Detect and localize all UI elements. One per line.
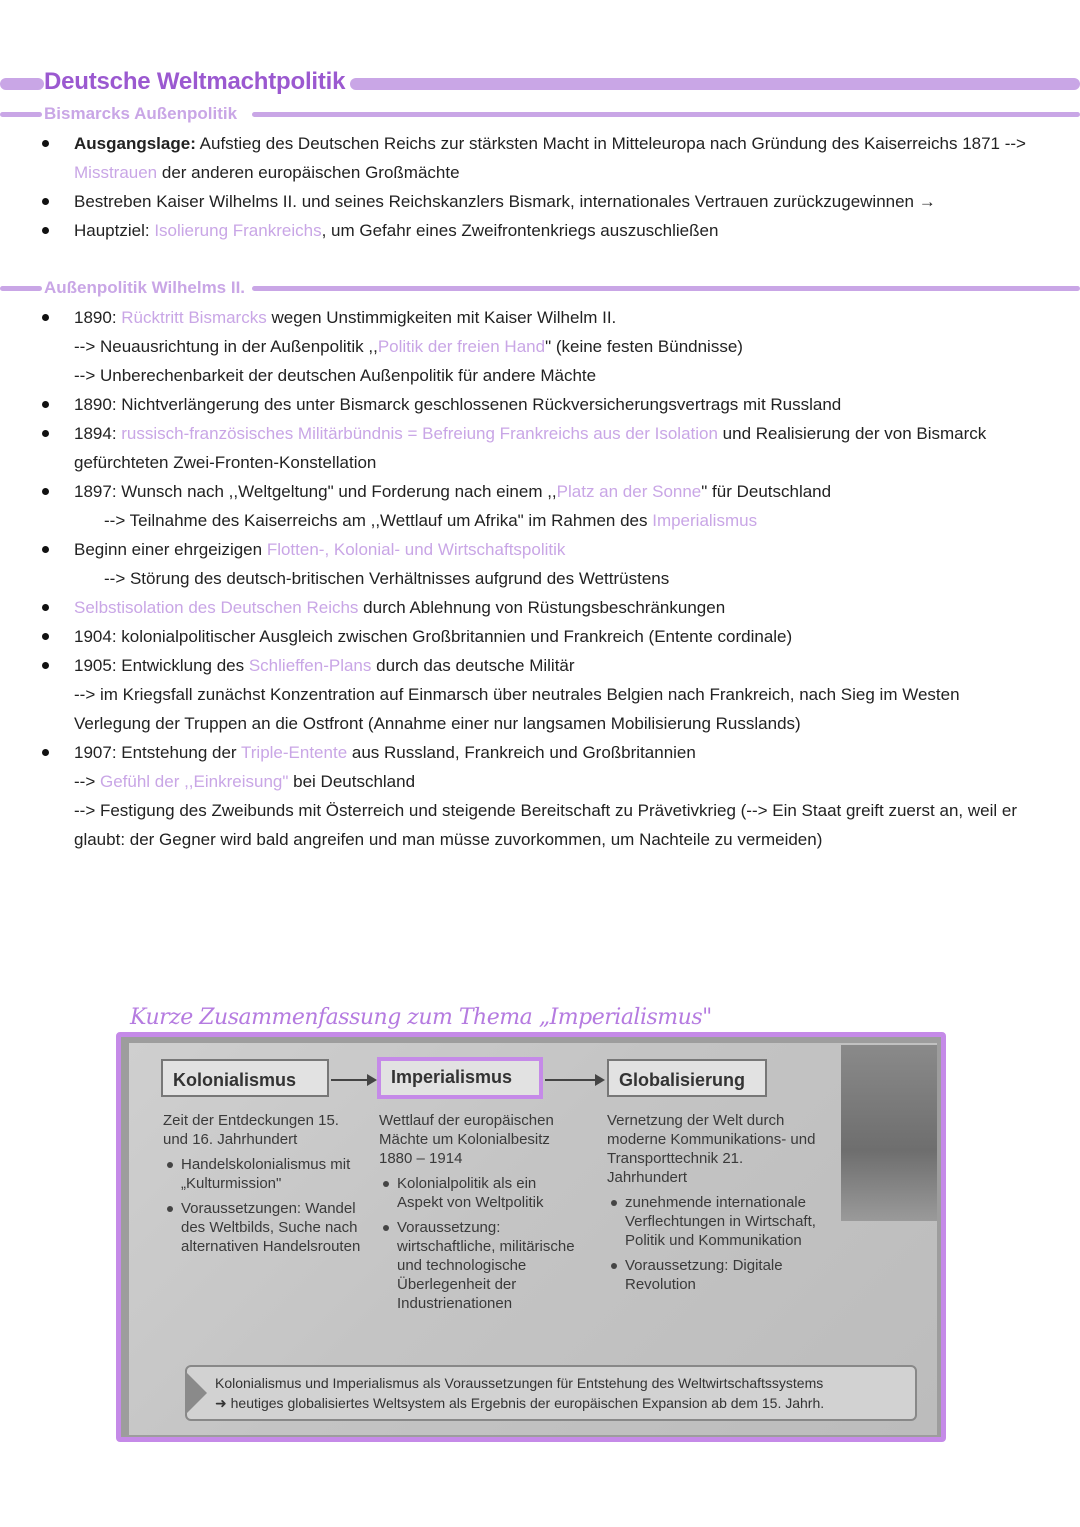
title-bar-left [0, 78, 44, 90]
section2-heading: Außenpolitik Wilhelms II. [44, 278, 246, 297]
item-bold-label: Ausgangslage: [74, 134, 196, 153]
list-item: 1905: Entwicklung des Schlieffen-Plans durch das deutsche Militär --> im Kriegsfall zunächst Konzentration auf Einmarsch über neutrales Belgien nach Frankreich, nach Sieg im Westen Verlegung der Truppen an die Ostfront (Annahme einer nur langsamen Mobilisierung Russlands) [40, 651, 1040, 738]
handwritten-note: Kurze Zusammenfassung zum Thema „Imperialismus" [130, 1005, 712, 1030]
list-item: Selbstisolation des Deutschen Reichs durch Ablehnung von Rüstungsbeschränkungen [40, 593, 1040, 622]
list-item: 1904: kolonialpolitischer Ausgleich zwischen Großbritannien und Frankreich (Entente cordinale) [40, 622, 1040, 651]
chevron-right-icon [185, 1371, 207, 1415]
textbook-figure [129, 1043, 937, 1435]
imperialismus-label: Imperialismus [377, 1057, 543, 1099]
kolonialismus-column: Zeit der Entdeckungen 15. und 16. Jahrhundert Handelskolonialismus mit „Kulturmission" Voraussetzungen: Wandel des Weltbilds, Suche nach alternativen Handelsrouten [163, 1111, 363, 1256]
section1-heading: Bismarcks Außenpolitik [44, 104, 238, 123]
arrow-icon [331, 1079, 375, 1081]
imperialismus-column: Wettlauf der europäischen Mächte um Kolonialbesitz 1880 – 1914 Kolonialpolitik als ein Aspekt von Weltpolitik Voraussetzung: wirtschaftliche, militärische und technologische Überlegenheit der Industrienationen [379, 1111, 583, 1313]
textbook-photo [116, 1032, 946, 1442]
section1-list [40, 129, 1040, 245]
list-item: 1897: Wunsch nach ,,Weltgeltung" und Forderung nach einem ,,Platz an der Sonne" für Deutschland --> Teilnahme des Kaiserreichs am ,,Wettlauf um Afrika" im Rahmen des Imperialismus [40, 477, 1040, 535]
divider [0, 112, 42, 117]
divider [0, 286, 42, 291]
section2-heading-row [0, 278, 1080, 302]
arrow-icon [545, 1079, 603, 1081]
summary-box: Kolonialismus und Imperialismus als Voraussetzungen für Entstehung des Weltwirtschaftssystems ➜ heutiges globalisiertes Weltsystem als Ergebnis der europäischen Expansion ab dem 15. Jahrh. [185, 1365, 917, 1421]
section1-heading-row [0, 104, 1080, 128]
list-item: 1907: Entstehung der Triple-Entente aus Russland, Frankreich und Großbritannien --> Gefühl der ,,Einkreisung" bei Deutschland --> Festigung des Zweibunds mit Österreich und steigende Bereitschaft zu Prävetivkrieg (--> Ein Staat greift zuerst an, weil er glaubt: der Gegner wird bald angreifen und man müsse zuvorkommen, um Nachteile zu vermeiden) [40, 738, 1040, 854]
kolonialismus-label: Kolonialismus [161, 1059, 329, 1097]
globalisierung-label: Globalisierung [607, 1059, 767, 1097]
section2-list [40, 303, 1040, 854]
list-item: Bestreben Kaiser Wilhelms II. und seines Reichskanzlers Bismark, internationales Vertrauen zurückzugewinnen → [40, 187, 1040, 216]
title-bar-right [350, 78, 1080, 90]
title-row [0, 68, 1080, 102]
divider [252, 286, 1080, 291]
list-item: Beginn einer ehrgeizigen Flotten-, Kolonial- und Wirtschaftspolitik --> Störung des deutsch-britischen Verhältnisses aufgrund des Wettrüstens [40, 535, 1040, 593]
historical-photo [841, 1045, 937, 1221]
divider [252, 112, 1080, 117]
page-title: Deutsche Weltmachtpolitik [44, 68, 346, 95]
list-item: 1894: russisch-französisches Militärbündnis = Befreiung Frankreichs aus der Isolation und Realisierung der von Bismarck gefürchteten Zwei-Fronten-Konstellation [40, 419, 1040, 477]
list-item: Hauptziel: Isolierung Frankreichs, um Gefahr eines Zweifrontenkriegs auszuschließen [40, 216, 1040, 245]
list-item: Ausgangslage: Aufstieg des Deutschen Reichs zur stärksten Macht in Mitteleuropa nach Gründung des Kaiserreichs 1871 --> Misstrauen der anderen europäischen Großmächte [40, 129, 1040, 187]
list-item: 1890: Rücktritt Bismarcks wegen Unstimmigkeiten mit Kaiser Wilhelm II. --> Neuausrichtung in der Außenpolitik ,,Politik der freien Hand" (keine festen Bündnisse) --> Unberechenbarkeit der deutschen Außenpolitik für andere Mächte [40, 303, 1040, 390]
globalisierung-column: Vernetzung der Welt durch moderne Kommunikations- und Transporttechnik 21. Jahrhundert zunehmende internationale Verflechtungen in Wirtschaft, Politik und Kommunikation Voraussetzung: Digitale Revolution [607, 1112, 816, 1293]
list-item: 1890: Nichtverlängerung des unter Bismarck geschlossenen Rückversicherungsvertrags mit Russland [40, 390, 1040, 419]
